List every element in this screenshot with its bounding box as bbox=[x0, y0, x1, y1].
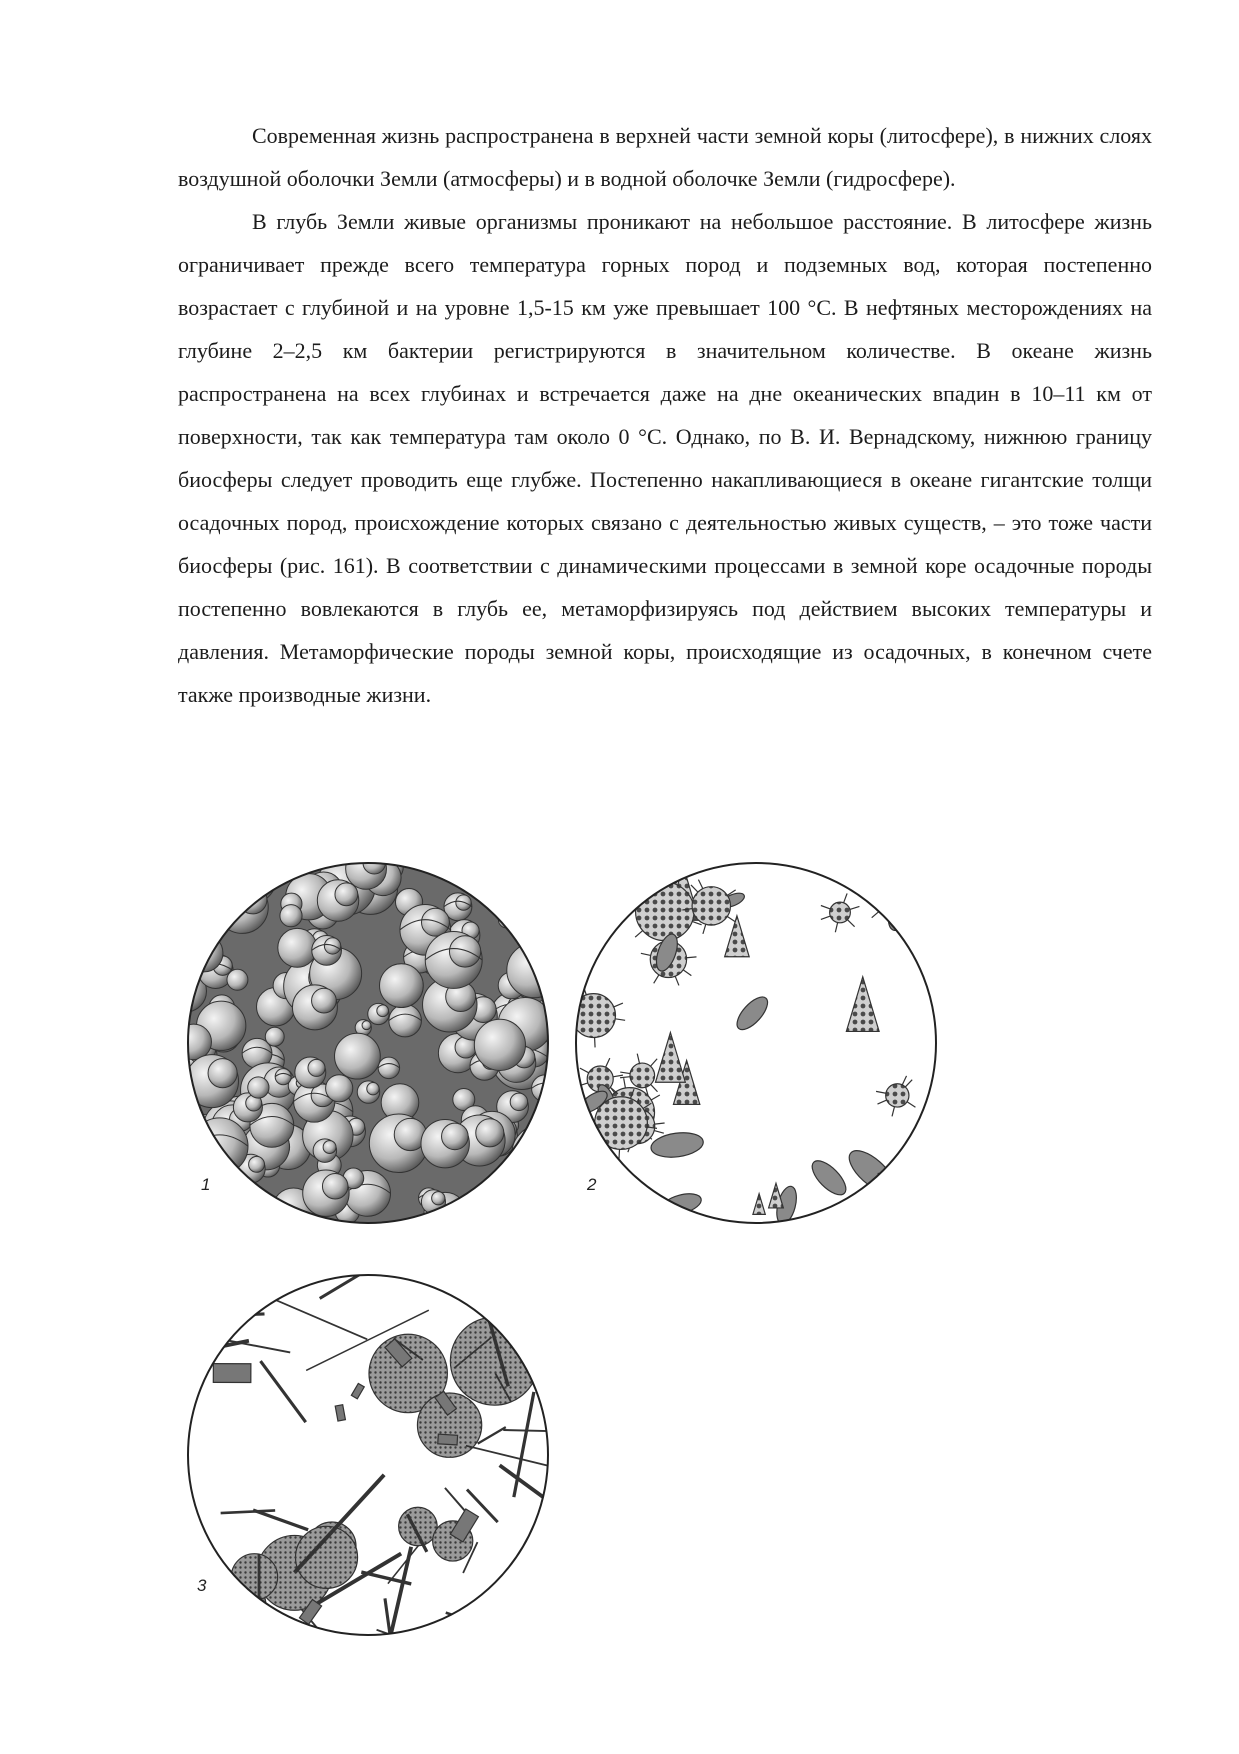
shell bbox=[417, 858, 434, 869]
shell bbox=[199, 859, 233, 893]
shell bbox=[248, 1077, 269, 1098]
shell bbox=[209, 899, 226, 916]
shell bbox=[227, 969, 248, 990]
shell bbox=[378, 1057, 399, 1078]
paragraph-1: Современная жизнь распространена в верхней части земной коры (литосфере), в нижних слоях воздушной оболочки Земли (атмосферы) и в водной оболочке Земли (гидросфере). bbox=[178, 123, 1152, 191]
shell bbox=[185, 934, 223, 972]
radiolaria-illustration bbox=[571, 858, 941, 1228]
shell bbox=[335, 1033, 381, 1079]
shell bbox=[326, 1075, 353, 1102]
shell bbox=[512, 908, 536, 932]
figure-3 bbox=[183, 1270, 553, 1640]
figure-1 bbox=[183, 858, 553, 1228]
figure-2 bbox=[571, 858, 941, 1228]
shell bbox=[275, 1069, 291, 1085]
body-text bbox=[178, 114, 1152, 716]
shell bbox=[389, 1004, 422, 1037]
shell bbox=[516, 875, 548, 907]
shell bbox=[498, 912, 514, 928]
shell bbox=[431, 858, 458, 876]
shell bbox=[474, 1019, 525, 1070]
shell bbox=[222, 858, 265, 880]
diatom-illustration bbox=[183, 1270, 553, 1640]
shell bbox=[278, 928, 317, 967]
shell bbox=[516, 1138, 550, 1172]
shell bbox=[464, 1214, 485, 1228]
shell bbox=[202, 871, 226, 895]
shell bbox=[270, 858, 306, 876]
figure-1-label: 1 bbox=[201, 1175, 211, 1194]
shell bbox=[280, 905, 302, 927]
shell bbox=[535, 858, 553, 870]
shell bbox=[265, 1027, 284, 1046]
foraminifera-illustration bbox=[183, 858, 553, 1228]
shell bbox=[227, 1208, 247, 1228]
shell bbox=[183, 891, 204, 921]
shell bbox=[380, 964, 424, 1008]
shell bbox=[514, 1174, 553, 1228]
figure-3-label: 3 bbox=[197, 1576, 207, 1595]
paragraph-2: В глубь Земли живые организмы проникают на небольшое расстояние. В литосфере жизнь ограничивает прежде всего температура горных пород и подземных вод, которая постепенно возрастает с глубиной и на уровне 1,5-15 км уже превышает 100 °С. В нефтяных месторождениях на глубине 2–2,5 км бактерии регистрируются в значительном количестве. В океане жизнь распространена на всех глубинах и встречается даже на дне океанических впадин в 10–11 км от поверхности, так как температура там около 0 °С. Однако, по В. И. Вернадскому, нижнюю границу биосферы следует проводить еще глубже. Постепенно накапливающиеся в океане гигантские толщи осадочных пород, происхождение которых связано с деятельностью живых существ, – это тоже части биосферы (рис. 161). В соответствии с динамическими процессами в земной коре осадочные породы постепенно вовлекаются в глубь ее, метаморфизируясь под действием высоких температуры и давления. Метаморфические породы земной коры, происходящие из осадочных, в конечном счете также производные жизни. bbox=[178, 209, 1152, 707]
shell bbox=[199, 894, 232, 927]
figure-2-label: 2 bbox=[587, 1175, 597, 1194]
shell bbox=[544, 858, 553, 872]
shell bbox=[183, 960, 199, 990]
shell bbox=[538, 947, 553, 966]
